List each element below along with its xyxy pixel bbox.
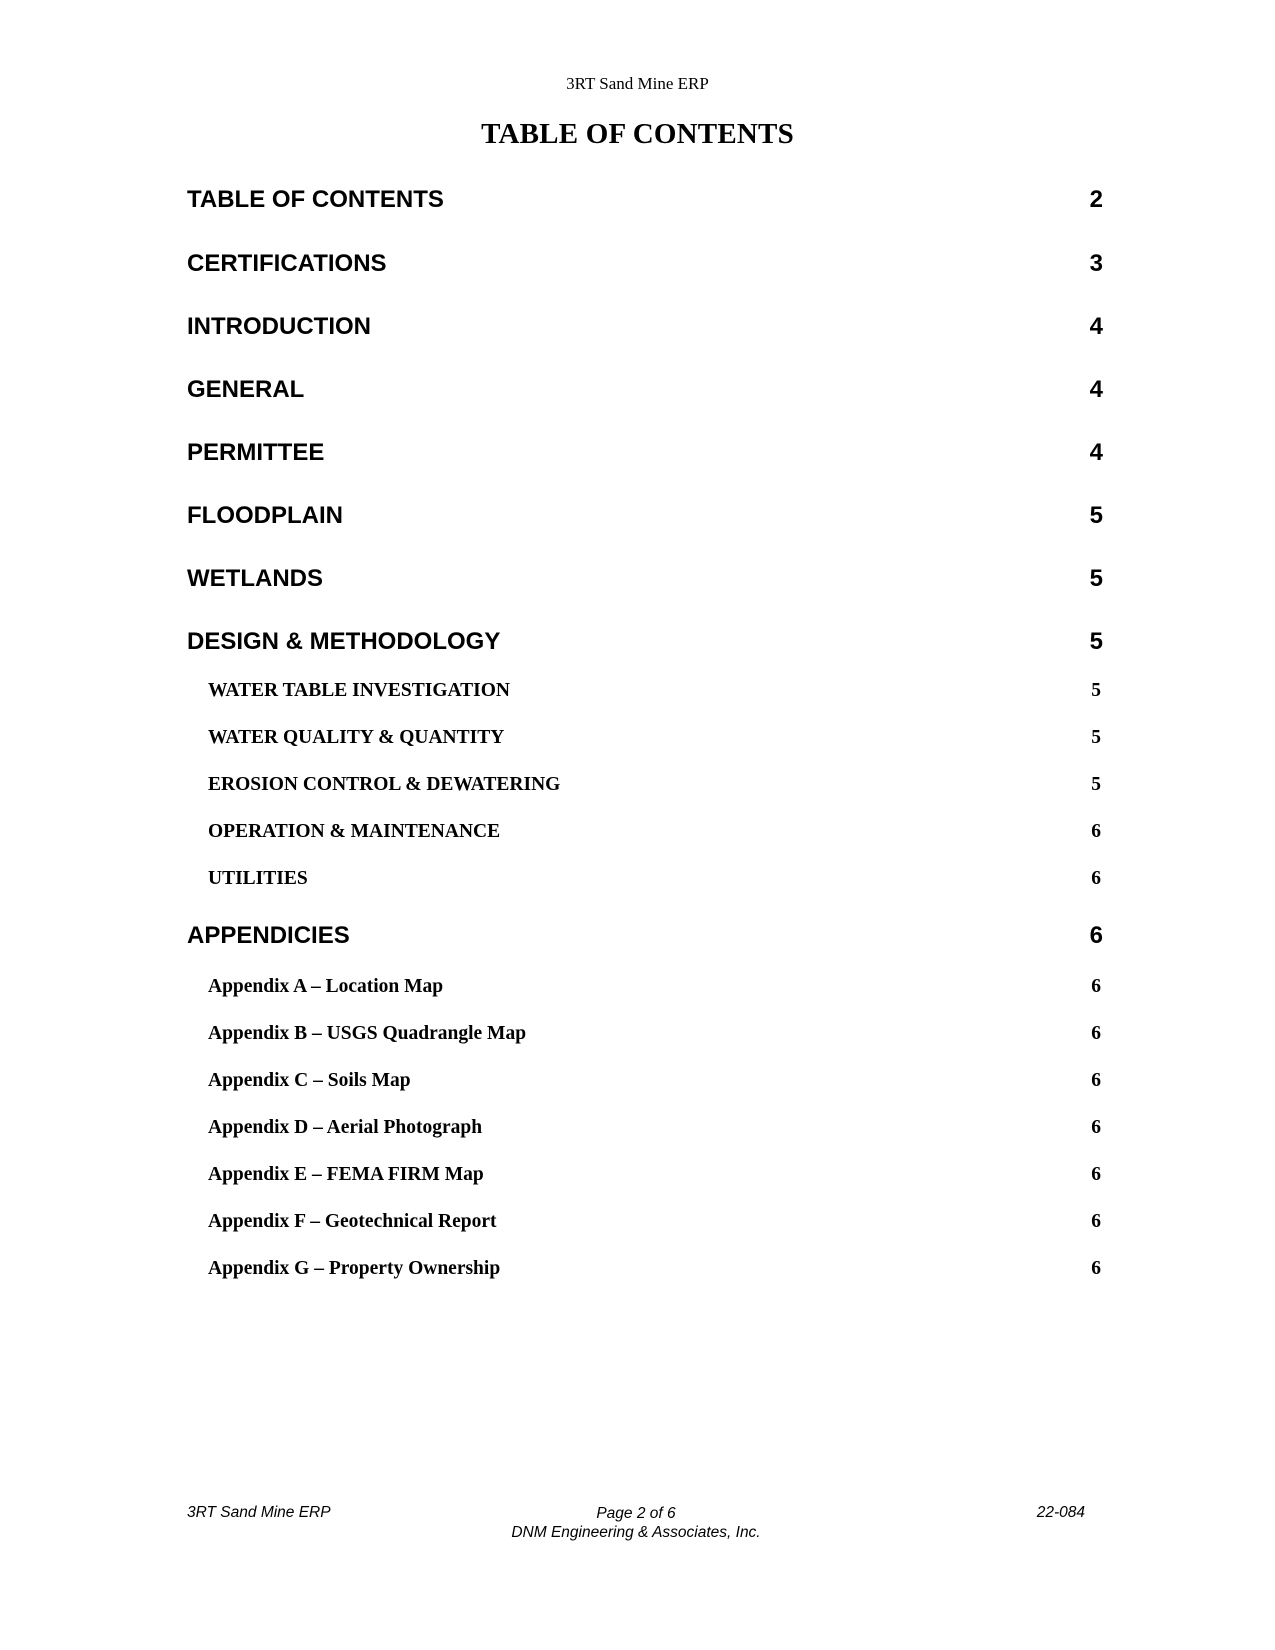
toc-entry-label: APPENDICIES — [187, 922, 350, 949]
toc-entry[interactable] — [187, 250, 1103, 278]
toc-entry[interactable] — [187, 313, 1103, 341]
toc-entry-page: 5 — [1089, 628, 1103, 655]
toc-entry-page: 5 — [1089, 565, 1103, 592]
toc-entry-page: 6 — [1091, 1258, 1101, 1279]
toc-entry-label: DESIGN & METHODOLOGY — [187, 628, 501, 655]
toc-entry-label: WATER QUALITY & QUANTITY — [208, 727, 505, 748]
toc-entry-page: 6 — [1091, 976, 1101, 997]
toc-entry-page: 6 — [1089, 922, 1103, 949]
toc-entry-label: UTILITIES — [208, 868, 308, 889]
toc-entry-page: 6 — [1091, 1211, 1101, 1232]
footer-center — [187, 1504, 1085, 1542]
toc-entry-page: 2 — [1089, 186, 1103, 213]
toc-entry[interactable] — [187, 628, 1103, 656]
toc-entry-page: 6 — [1091, 1164, 1101, 1185]
toc-entry-label: WETLANDS — [187, 565, 323, 592]
toc-entry[interactable] — [187, 439, 1103, 467]
toc-entry-page: 4 — [1089, 376, 1103, 403]
toc-subentry[interactable] — [187, 774, 1103, 796]
toc-subentry[interactable] — [187, 727, 1103, 749]
toc-subentry[interactable] — [187, 1164, 1103, 1186]
toc-entry-page: 5 — [1089, 502, 1103, 529]
toc-entry-label: FLOODPLAIN — [187, 502, 343, 529]
toc-entry-page: 6 — [1091, 1117, 1101, 1138]
toc-entry-label: Appendix B – USGS Quadrangle Map — [208, 1023, 527, 1044]
footer-company-name: DNM Engineering & Associates, Inc. — [511, 1524, 761, 1541]
toc-entry-page: 6 — [1091, 1070, 1101, 1091]
footer-page-number: Page 2 of 6 — [596, 1505, 676, 1522]
toc-entry-label: EROSION CONTROL & DEWATERING — [208, 774, 561, 795]
toc-entry-page: 4 — [1089, 313, 1103, 340]
toc-entry-page: 6 — [1091, 821, 1101, 842]
toc-entry-label: Appendix D – Aerial Photograph — [208, 1117, 483, 1138]
running-header: 3RT Sand Mine ERP — [566, 74, 709, 93]
toc-entry-label: Appendix G – Property Ownership — [208, 1258, 501, 1279]
toc-entry-label: WATER TABLE INVESTIGATION — [208, 680, 510, 701]
toc-entry-label: PERMITTEE — [187, 439, 325, 466]
toc-entry-page: 5 — [1091, 774, 1101, 795]
toc-entry-label: CERTIFICATIONS — [187, 250, 387, 277]
toc-subentry[interactable] — [187, 1117, 1103, 1139]
toc-entry[interactable] — [187, 186, 1103, 214]
toc-subentry[interactable] — [187, 821, 1103, 843]
toc-entry-label: Appendix E – FEMA FIRM Map — [208, 1164, 484, 1185]
toc-entry-label: Appendix C – Soils Map — [208, 1070, 411, 1091]
toc-subentry[interactable] — [187, 868, 1103, 890]
toc-entry[interactable] — [187, 376, 1103, 404]
toc-entry-page: 3 — [1089, 250, 1103, 277]
toc-entry[interactable] — [187, 922, 1103, 950]
toc-entry-page: 6 — [1091, 868, 1101, 889]
page-title: TABLE OF CONTENTS — [481, 118, 794, 150]
toc-entry-page: 6 — [1091, 1023, 1101, 1044]
toc-subentry[interactable] — [187, 1070, 1103, 1092]
toc-entry-label: OPERATION & MAINTENANCE — [208, 821, 501, 842]
toc-entry[interactable] — [187, 502, 1103, 530]
toc-entry[interactable] — [187, 565, 1103, 593]
toc-subentry[interactable] — [187, 1023, 1103, 1045]
footer-project-name: 3RT Sand Mine ERP — [187, 1504, 331, 1521]
toc-entry-label: Appendix F – Geotechnical Report — [208, 1211, 497, 1232]
toc-entry-page: 4 — [1089, 439, 1103, 466]
toc-subentry[interactable] — [187, 1211, 1103, 1233]
toc-entry-label: TABLE OF CONTENTS — [187, 186, 444, 213]
toc-subentry[interactable] — [187, 680, 1103, 702]
toc-subentry[interactable] — [187, 976, 1103, 998]
toc-entry-page: 5 — [1091, 727, 1101, 748]
toc-entry-label: Appendix A – Location Map — [208, 976, 444, 997]
toc-entry-page: 5 — [1091, 680, 1101, 701]
toc-entry-label: INTRODUCTION — [187, 313, 371, 340]
toc-entry-label: GENERAL — [187, 376, 305, 403]
footer-project-number: 22-084 — [1036, 1504, 1085, 1521]
toc-subentry[interactable] — [187, 1258, 1103, 1280]
